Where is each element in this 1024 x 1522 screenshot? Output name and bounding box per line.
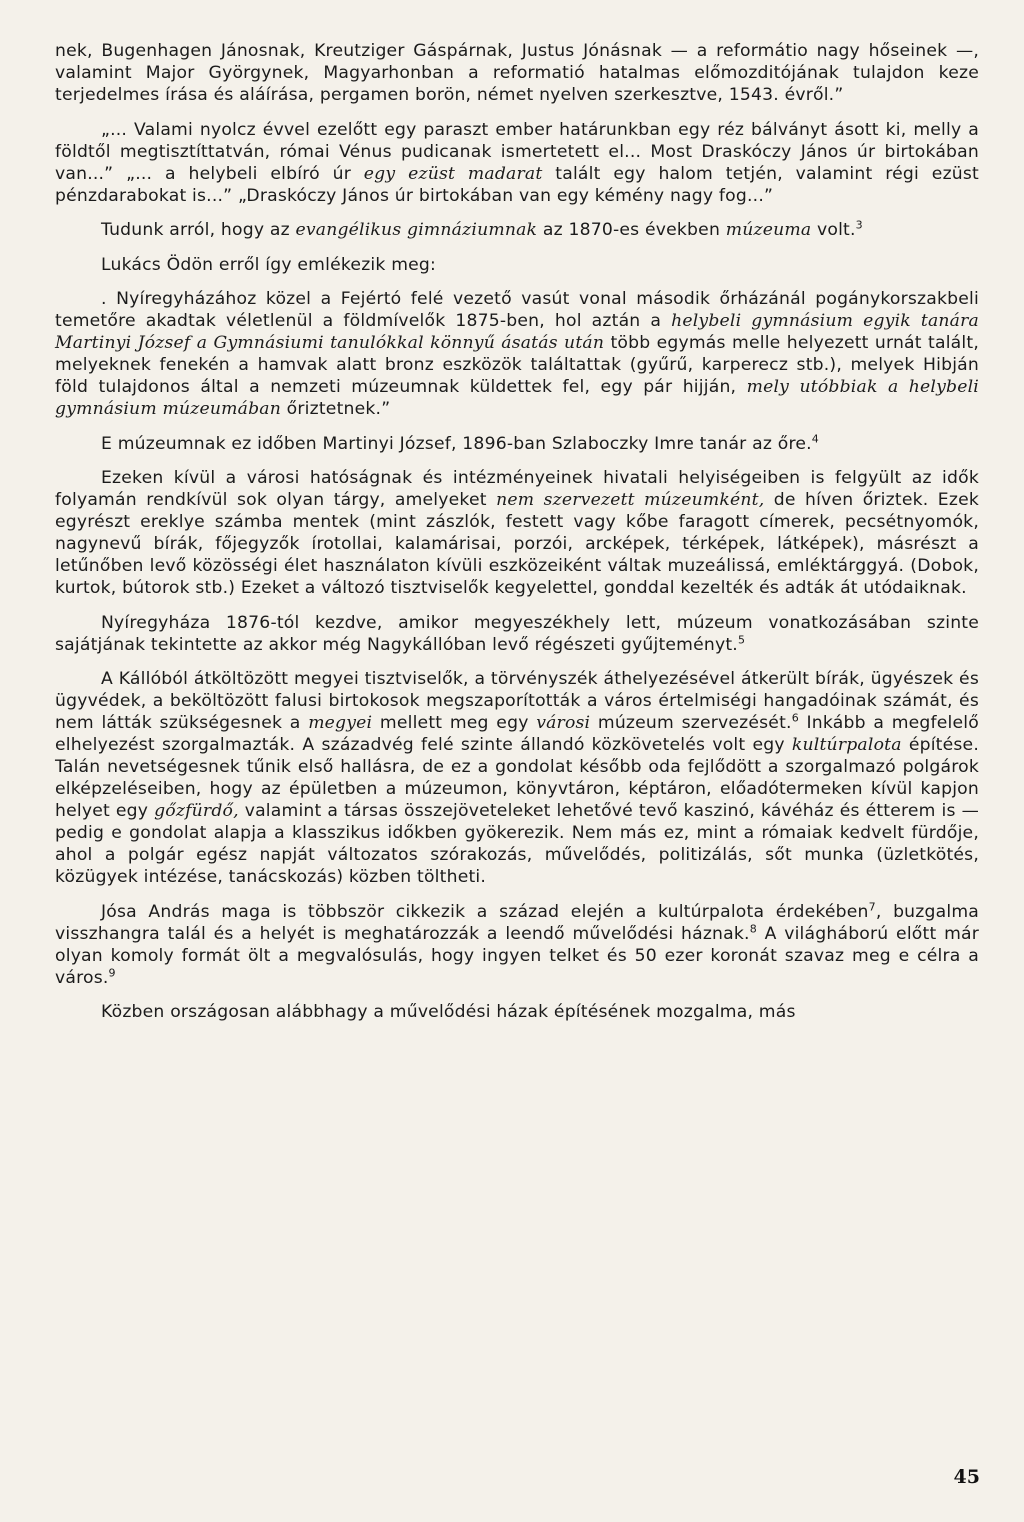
text-run: több egymás melle helyezett urnát talált, melyeknek fenekén a hamvak alatt bronz eszközök találtattak (gyűrű, karperecz stb.), melyek Hibján föld tulajdonos által a nemzeti múzeumnak küldettek fel, egy pár hijján,: [55, 333, 979, 397]
paragraph-7: [55, 467, 979, 599]
text-run: mellett meg egy: [372, 713, 537, 733]
footnote-marker: 3: [855, 218, 863, 232]
paragraph-3: [55, 219, 979, 241]
paragraph-2: [55, 119, 979, 207]
italic-phrase: nem szervezett múzeumként,: [496, 490, 765, 510]
italic-phrase: kultúrpalota: [791, 735, 902, 755]
italic-phrase: megyei: [308, 713, 373, 733]
paragraph-6: [55, 433, 979, 455]
paragraph-9: [55, 668, 979, 888]
footnote-marker: 7: [868, 899, 876, 913]
text-run: Inkább a megfelelő elhelyezést szorgalmazták. A századvég felé szinte állandó közkövetelés volt egy: [55, 713, 979, 755]
text-run: Tudunk arról, hogy az: [101, 220, 296, 240]
italic-phrase: városi: [536, 713, 591, 733]
text-run: Jósa András maga is többször cikkezik a század elején a kultúrpalota érdekében: [101, 901, 869, 922]
paragraph-5: [55, 288, 979, 420]
paragraph-8: [55, 612, 979, 656]
text-run: , buzgalma visszhangra talál és a helyét is meghatározzák a leendő művelődési háznak.: [55, 901, 979, 944]
text-run: de híven őriztek. Ezek egyrészt ereklye számba mentek (mint zászlók, festett vagy kőbe faragott címerek, pecsétnyomók, nagynevű bírák, főjegyzők írotollai, kalamárisai, porzói, arcképek, térképek, látképek), másrészt a letűnőben levő közösségi élet használaton kívüli eszközeiként váltak muzeálissá, emléktárggyá. (Dobok, kurtok, bútorok stb.) Ezeket a változó tisztviselők kegyelettel, gonddal kezelték és adták át utódaiknak.: [55, 490, 980, 598]
text-run: . Nyíregyházához közel a Fejértó felé vezető vasút vonal második őrházánál pogánykorszakbeli temetőre akadtak véletlenül a földmívelők 1875-ben, hol aztán a: [55, 289, 979, 331]
footnote-marker: 5: [737, 632, 746, 646]
footnote-marker: 4: [811, 431, 819, 445]
paragraph-4: [55, 254, 979, 276]
text-run: múzeum szervezését.: [590, 713, 792, 733]
italic-phrase: evangélikus gimnáziumnak: [295, 220, 538, 240]
text-run: építése. Talán nevetségesnek tűnik első hallásra, de ez a gondolat később oda fejlődött a szorgalmazó polgárok elképzeléseiben, hogy az épületben a múzeumon, könyvtáron, képtáron, előadótermeken kívül kapjon helyet egy: [55, 735, 979, 821]
text-run: talált egy halom tetjén, valamint régi ezüst pénzdarabokat is...” „Draskóczy János úr birtokában van egy kémény nagy fog...”: [55, 163, 979, 206]
italic-phrase: egy ezüst madarat: [363, 163, 543, 184]
text-run: Ezeken kívül a városi hatóságnak és intézményeinek hivatali helyiségeiben is felgyült az idők folyamán rendkívül sok olyan tárgy, amelyeket: [55, 468, 979, 510]
text-run: Lukács Ödön erről így emlékezik meg:: [101, 254, 437, 275]
text-run: Közben országosan alábbhagy a művelődési házak építésének mozgalma, más: [101, 1002, 796, 1022]
text-run: őriztetnek.”: [281, 399, 391, 419]
text-run: A világháború előtt már olyan komoly formát ölt a megvalósulás, hogy ingyen telket és 50 ezer koronát szavaz meg e célra a város.: [55, 923, 980, 988]
italic-phrase: múzeuma: [725, 220, 812, 240]
paragraph-10: [55, 901, 979, 989]
footnote-marker: 6: [791, 711, 799, 725]
text-run: A Kállóból átköltözött megyei tisztviselők, a törvényszék áthelyezésével átkerült bírák, ügyészek és ügyvédek, a beköltözött falusi birtokosok megszaporították a város értelmiségi hangadóinak számát, és nem látták szükségesnek a: [55, 669, 979, 733]
paragraph-11: [55, 1001, 979, 1023]
italic-phrase: helybeli gymnásium egyik tanára Martinyi József a Gymnásiumi tanulókkal könnyű ásatás után: [55, 311, 979, 353]
page-number: 45: [953, 1466, 980, 1488]
italic-phrase: mely utóbbiak a helybeli gymnásium múzeumában: [55, 377, 979, 419]
italic-phrase: gőzfürdő,: [154, 801, 239, 821]
paragraph-1: [55, 40, 979, 106]
text-run: nek, Bugenhagen Jánosnak, Kreutziger Gáspárnak, Justus Jónásnak — a reformátio nagy hőseinek —, valamint Major Györgynek, Magyarhonban a reformatió hatalmas előmozditójának tulajdon keze terjedelmes írása és aláírása, pergamen borön, német nyelven szerkesztve, 1543. évről.”: [55, 41, 979, 105]
text-run: volt.: [811, 220, 856, 240]
text-run: valamint a társas összejöveteleket lehetővé tevő kaszinó, kávéház és étterem is — pedig e gondolat alapja a klasszikus időkben gyökerezik. Nem más ez, mint a rómaiak kedvelt fürdője, ahol a polgár egész napját változatos szórakozás, művelődés, politizálás, sőt munka (üzletkötés, közügyek intézése, tanácskozás) közben töltheti.: [55, 801, 980, 887]
text-run: „... Valami nyolcz évvel ezelőtt egy paraszt ember határunkban egy réz bálványt ásott ki, melly a földtől megtisztíttatván, római Vénus pudicanak ismertetett el... Most Draskóczy János úr birtokában van...” „... a helybeli elbíró úr: [55, 119, 979, 184]
body-text: [55, 40, 979, 1036]
text-run: Nyíregyháza 1876-tól kezdve, amikor megyeszékhely lett, múzeum vonatkozásában szinte sajátjának tekintette az akkor még Nagykállóban levő régészeti gyűjteményt.: [55, 612, 979, 655]
text-run: az 1870-es években: [537, 220, 726, 240]
footnote-marker: 9: [108, 965, 116, 979]
text-run: E múzeumnak ez időben Martinyi József, 1896-ban Szlaboczky Imre tanár az őre.: [101, 433, 812, 454]
footnote-marker: 8: [749, 921, 757, 935]
